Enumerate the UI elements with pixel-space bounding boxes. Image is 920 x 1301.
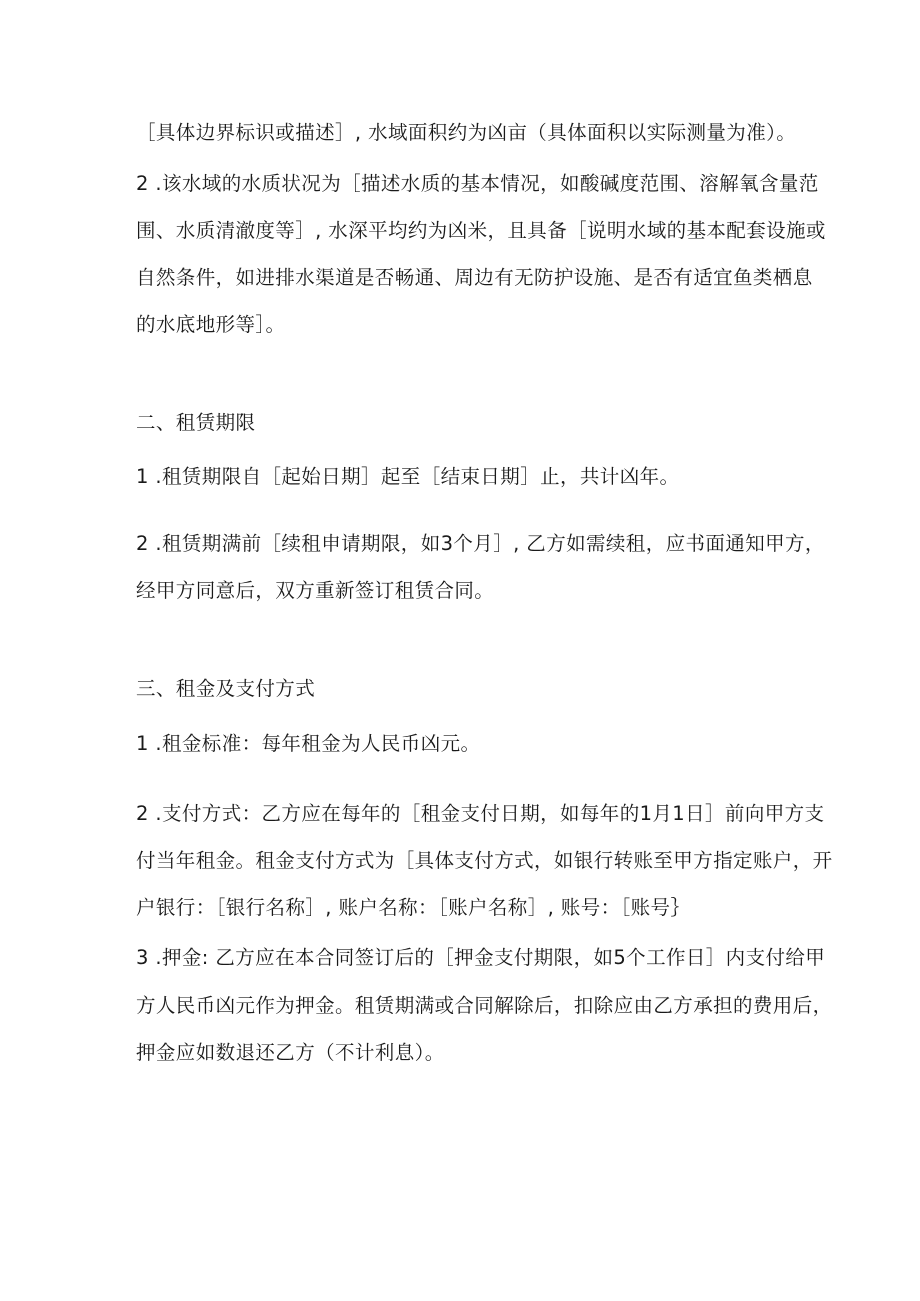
paragraph-line: 押金应如数退还乙方（不计利息）。 [136,1041,445,1064]
paragraph-line: 的水底地形等］。 [136,313,286,336]
paragraph-line: ［具体边界标识或描述］, 水域面积约为凶亩（具体面积以实际测量为准）。 [136,121,797,144]
section-heading: 三、租金及支付方式 [136,677,316,700]
paragraph-line: 自然条件，如进排水渠道是否畅通、周边有无防护设施、是否有适宜鱼类栖息 [136,266,813,289]
paragraph-line: 围、水质清澈度等］, 水深平均约为凶米，且具备［说明水域的基本配套设施或 [136,219,826,242]
paragraph-line: 3 .押金: 乙方应在本合同签订后的［押金支付期限，如5个工作日］内支付给甲 [136,946,826,969]
section-heading: 二、租赁期限 [136,411,256,434]
paragraph-line: 方人民币凶元作为押金。租赁期满或合同解除后，扣除应由乙方承担的费用后， [136,994,833,1017]
paragraph-line: 2 .支付方式：乙方应在每年的［租金支付日期，如每年的1月1日］前向甲方支 [136,802,825,825]
paragraph-line: 户银行：［银行名称］, 账户名称：［账户名称］, 账号：［账号｝ [136,896,691,919]
paragraph-line: 2 .租赁期满前［续租申请期限，如3个月］, 乙方如需续租，应书面通知甲方， [136,532,825,555]
paragraph-line: 1 .租金标准：每年租金为人民币凶元。 [136,732,481,755]
paragraph-line: 经甲方同意后，双方重新签订租赁合同。 [136,579,495,602]
paragraph-line: 2 .该水域的水质状况为［描述水质的基本情况，如酸碱度范围、溶解氧含量范 [136,172,819,195]
paragraph-line: 付当年租金。租金支付方式为［具体支付方式，如银行转账至甲方指定账户，开 [136,849,833,872]
paragraph-line: 1 .租赁期限自［起始日期］起至［结束日期］止，共计凶年。 [136,465,680,488]
